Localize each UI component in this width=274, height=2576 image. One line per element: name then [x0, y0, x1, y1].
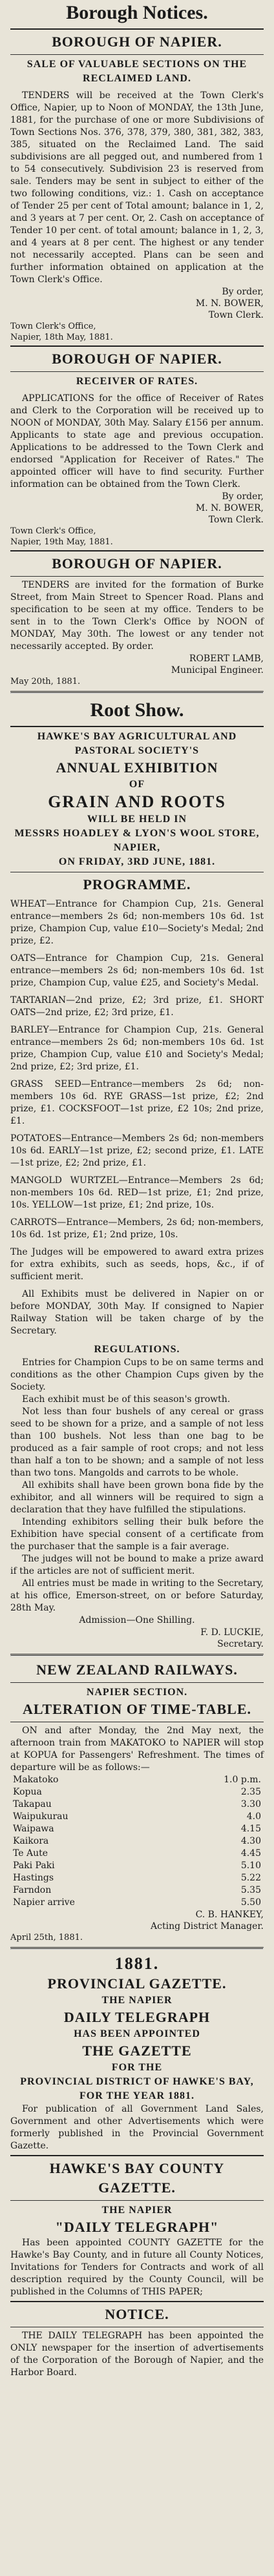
provincial-district: PROVINCIAL DISTRICT OF HAWKE'S BAY, — [20, 2076, 254, 2087]
divider — [10, 726, 264, 727]
departure-time: 4.0 — [246, 1811, 261, 1822]
departure-time: 1.0 p.m. — [224, 1775, 261, 1785]
timetable-row — [10, 1848, 264, 1860]
station-name: Kaikora — [13, 1836, 49, 1846]
station-name: Paki Paki — [13, 1860, 55, 1871]
departure-time: 5.50 — [240, 1897, 261, 1908]
of-label: OF — [129, 779, 145, 790]
county-body: Has been appointed COUNTY GAZETTE for the Hawke's Bay County, and in future all County Notices, Invitations for Tenders for Contracts and work of all description required by the County Council, will be published in the Columns of THIS PAPER; — [10, 2238, 264, 2297]
gazette-year: 1881. — [114, 1954, 160, 1973]
regulation-item: Intending exhibitors selling their bulk before the Exhibition have special consent of a certificate from the purchaser that the sample is a fair average. — [10, 1517, 264, 1552]
railways-section: NAPIER SECTION. — [86, 1687, 188, 1698]
has-been-appointed: HAS BEEN APPOINTED — [74, 2028, 200, 2039]
timetable-row — [10, 1786, 264, 1798]
station-name: Takapau — [13, 1799, 52, 1809]
timetable-row — [10, 1872, 264, 1884]
timetable-row — [10, 1811, 264, 1823]
timetable-row — [10, 1774, 264, 1786]
station-name: Hastings — [13, 1873, 54, 1883]
programme-item: TARTARIAN—2nd prize, £2; 3rd prize, £1. SHORT OATS—2nd prize, £2; 3rd prize, £1. — [10, 995, 264, 1018]
the-napier: THE NAPIER — [101, 1995, 173, 2006]
railways-date: April 25th, 1881. — [10, 1933, 83, 1942]
rates-place: Town Clerk's Office, — [10, 526, 96, 536]
timetable-row — [10, 1897, 264, 1909]
programme-heading: PROGRAMME. — [83, 876, 191, 892]
exhibits-note: All Exhibits must be delivered in Napier on or before MONDAY, 30th May. If consigned to Napier Railway Station will be taken charge of by the Secretary. — [10, 1289, 264, 1336]
departure-time: 4.15 — [240, 1824, 261, 1834]
notice-title: NOTICE. — [105, 2306, 169, 2322]
divider — [10, 2200, 264, 2201]
rates-council-heading: BOROUGH OF NAPIER. — [52, 351, 222, 367]
annual-exhibition: ANNUAL EXHIBITION — [56, 759, 218, 776]
departure-time: 5.35 — [240, 1885, 261, 1895]
departure-time: 2.35 — [240, 1787, 261, 1797]
programme-item: BARLEY—Entrance for Champion Cup, 21s. General entrance—members 2s 6d; non-members 10s 6d. 1st prize, Champion Cup, value £10 and Society's Medal; 2nd prize, £2; 3rd prize, £1. — [10, 1025, 264, 1072]
venue: MESSRS HOADLEY & LYON'S WOOL STORE, NAPIER, — [14, 828, 260, 853]
sale-by-order: By order, — [222, 287, 264, 297]
divider — [10, 2155, 264, 2156]
daily-telegraph: DAILY TELEGRAPH — [63, 2009, 211, 2025]
rates-by-order: By order, — [222, 491, 264, 502]
timetable-row — [10, 1884, 264, 1897]
the-gazette: THE GAZETTE — [82, 2043, 192, 2059]
sale-date: Napier, 18th May, 1881. — [10, 333, 113, 342]
timetable-row — [10, 1798, 264, 1811]
society-name: HAWKE'S BAY AGRICULTURAL AND PASTORAL SOCIETY'S — [37, 731, 237, 756]
departure-time: 4.30 — [240, 1836, 261, 1846]
regulation-item: All entries must be made in writing to the Secretary, at his office, Emerson-street, on or before Saturday, 28th May. — [10, 1578, 264, 1613]
station-name: Kopua — [13, 1787, 42, 1797]
notice-body: THE DAILY TELEGRAPH has been appointed the ONLY newspaper for the insertion of advertisements of the Corporation of the Borough of Napier, and the Harbor Board. — [10, 2331, 264, 2378]
county-gazette-title: HAWKE'S BAY COUNTY GAZETTE. — [49, 2160, 225, 2196]
timetable-row — [10, 1835, 264, 1848]
programme-item: The Judges will be empowered to award extra prizes for extra exhibits, such as seeds, hops, &c., if of sufficient merit. — [10, 1247, 264, 1282]
station-name: Napier arrive — [13, 1897, 75, 1908]
regulation-item: The judges will not be bound to make a prize award if the articles are not of sufficient merit. — [10, 1554, 264, 1576]
for-year: FOR THE YEAR 1881. — [79, 2090, 195, 2101]
departure-time: 3.30 — [240, 1799, 261, 1809]
station-name: Waipukurau — [13, 1811, 68, 1822]
station-name: Farndon — [13, 1885, 52, 1895]
departure-time: 4.45 — [240, 1848, 261, 1859]
alteration-heading: ALTERATION OF TIME-TABLE. — [22, 1701, 252, 1717]
divider — [10, 550, 264, 551]
station-name: Waipawa — [13, 1824, 54, 1834]
railways-signature-name: C. B. HANKEY, — [195, 1910, 264, 1920]
divider — [10, 345, 264, 347]
departure-time: 5.10 — [240, 1860, 261, 1871]
divider — [10, 1654, 264, 1656]
grain-roots-heading: GRAIN AND ROOTS — [48, 792, 226, 811]
station-name: Te Aute — [13, 1848, 48, 1859]
timetable-row — [10, 1860, 264, 1872]
rates-title: RECEIVER OF RATES. — [76, 376, 198, 387]
divider — [10, 28, 264, 30]
root-show-title: Root Show. — [90, 699, 184, 721]
formation-date: May 20th, 1881. — [10, 677, 81, 686]
rates-body: APPLICATIONS for the office of Receiver of Rates and Clerk to the Corporation will be received up to NOON of MONDAY, 30th May. Salary £156 per annum. Applicants to state age and previous occupation. Applications to be addressed to the Town Clerk and endorsed "Application for Receiver of Rates." The appointed officer will have to find security. Further information can be obtained from the Town Clerk. — [10, 393, 264, 489]
railways-body: ON and after Monday, the 2nd May next, the afternoon train from MAKATOKO to NAPIER will stop at KOPUA for Passengers' Refreshment. The times of departure will be as follows:— — [10, 1726, 264, 1773]
departure-time: 5.22 — [240, 1873, 261, 1883]
show-signature-name: F. D. LUCKIE, — [200, 1627, 264, 1638]
programme-item: GRASS SEED—Entrance—members 2s 6d; non-members 10s 6d. RYE GRASS—1st prize, £2; 2nd prize, £1. COCKSFOOT—1st prize, £2 10s; 2nd prize, £1. — [10, 1079, 264, 1126]
rates-signature-title: Town Clerk. — [208, 515, 264, 525]
divider — [10, 691, 264, 694]
sale-place: Town Clerk's Office, — [10, 322, 96, 331]
timetable — [10, 1774, 264, 1909]
timetable-row — [10, 1823, 264, 1835]
programme-item: CARROTS—Entrance—Members, 2s 6d; non-members, 10s 6d. 1st prize, £1; 2nd prize, 10s. — [10, 1217, 264, 1240]
sale-title: SALE OF VALUABLE SECTIONS ON THE RECLAIMED LAND. — [26, 59, 248, 84]
programme-item: WHEAT—Entrance for Champion Cup, 21s. General entrance—members 2s 6d; non-members 10s 6d. 1st prize, Champion Cup, value £10—Society's Medal; 2nd prize, £2. — [10, 899, 264, 946]
programme-item: MANGOLD WURTZEL—Entrance—Members 2s 6d; non-members 10s 6d. RED—1st prize, £1; 2nd prize, 10s. YELLOW—1st prize, £1; 2nd prize, 10s. — [10, 1175, 264, 1210]
rates-signature-name: M. N. BOWER, — [195, 503, 264, 513]
rates-date: Napier, 19th May, 1881. — [10, 537, 113, 547]
programme-item: POTATOES—Entrance—Members 2s 6d; non-members 10s 6d. EARLY—1st prize, £2; second prize, £1. LATE—1st prize, £2; 2nd prize, £1. — [10, 1133, 264, 1168]
station-name: Makatoko — [13, 1775, 59, 1785]
provincial-gazette: PROVINCIAL GAZETTE. — [47, 1975, 227, 1992]
regulations-heading: REGULATIONS. — [94, 1344, 180, 1355]
divider — [10, 576, 264, 577]
formation-signature-name: ROBERT LAMB, — [189, 654, 264, 664]
county-the-napier: THE NAPIER — [101, 2205, 173, 2216]
divider — [10, 54, 264, 55]
regulation-item: Not less than four bushels of any cereal or grass seed to be shown for a prize, and a sample of not less than 100 bushels. Not less than one bag to be produced as a fair sample of root crops; and not less than half a ton to be shown; and a sample of not less than two tons. Mangolds and carrots to be whole. — [10, 1406, 264, 1478]
sale-body: TENDERS will be received at the Town Clerk's Office, Napier, up to Noon of MONDAY, the 13th June, 1881, for the purchase of one or more Subdivisions of Town Sections Nos. 376, 378, 379, 380, 381, 382, 383, 385, situated on the Reclaimed Land. The said subdivisions are all pegged out, and numbered from 1 to 54 consecutively. Subdivision 23 is reserved from sale. Tenders may be sent in subject to either of the two following conditions, viz.: 1. Cash on acceptance of Tender 25 per cent of Total amount; balance in 1, 2, and 3 years at 7 per cent. Or, 2. Cash on acceptance of Tender 10 per cent. of total amount; balance in 1, 2, 3, and 4 years at 8 per cent. The highest or any tender not necessarily accepted. Plans can be seen and further information obtained on application at the Town Clerk's Office. — [10, 90, 264, 285]
formation-signature-title: Municipal Engineer. — [171, 665, 264, 675]
regulation-item: All exhibits shall have been grown bona fide by the exhibitor, and all winners will be required to sign a declaration that they have fulfilled the stipulations. — [10, 1480, 264, 1515]
divider — [10, 1947, 264, 1950]
railways-signature-title: Acting District Manager. — [151, 1921, 264, 1932]
railways-title: NEW ZEALAND RAILWAYS. — [36, 1662, 238, 1678]
regulation-item: Each exhibit must be of this season's growth. — [22, 1394, 231, 1405]
programme-item: OATS—Entrance for Champion Cup, 21s. General entrance—members 2s 6d; non-members 10s 6d. 1st prize, Champion Cup, value £25, and Society's Medal. — [10, 953, 264, 988]
sale-signature-name: M. N. BOWER, — [195, 298, 264, 309]
formation-council-heading: BOROUGH OF NAPIER. — [52, 555, 222, 572]
county-daily-telegraph: "DAILY TELEGRAPH" — [55, 2219, 219, 2235]
show-signature-title: Secretary. — [217, 1639, 264, 1649]
held-label: WILL BE HELD IN — [87, 814, 187, 825]
divider — [10, 2301, 264, 2302]
borough-council-heading: BOROUGH OF NAPIER. — [52, 34, 222, 50]
borough-notices-title: Borough Notices. — [66, 2, 208, 23]
admission: Admission—One Shilling. — [79, 1615, 195, 1625]
divider — [10, 371, 264, 372]
divider — [10, 1682, 264, 1683]
gazette-body: For publication of all Government Land Sales, Government and other Advertisements which were formerly published in the Provincial Government Gazette. — [10, 2104, 264, 2151]
show-date: ON FRIDAY, 3RD JUNE, 1881. — [58, 856, 216, 867]
sale-signature-title: Town Clerk. — [208, 310, 264, 320]
for-the: FOR THE — [111, 2062, 163, 2073]
formation-body: TENDERS are invited for the formation of Burke Street, from Main Street to Spencer Road. Plans and specification to be seen at my office. Tenders to be sent in to the Town Clerk's Office by NOON of MONDAY, May 30th. The lowest or any tender not necessarily accepted. By order. — [10, 580, 264, 652]
regulation-item: Entries for Champion Cups to be on same terms and conditions as the other Champion Cups given by the Society. — [10, 1357, 264, 1392]
